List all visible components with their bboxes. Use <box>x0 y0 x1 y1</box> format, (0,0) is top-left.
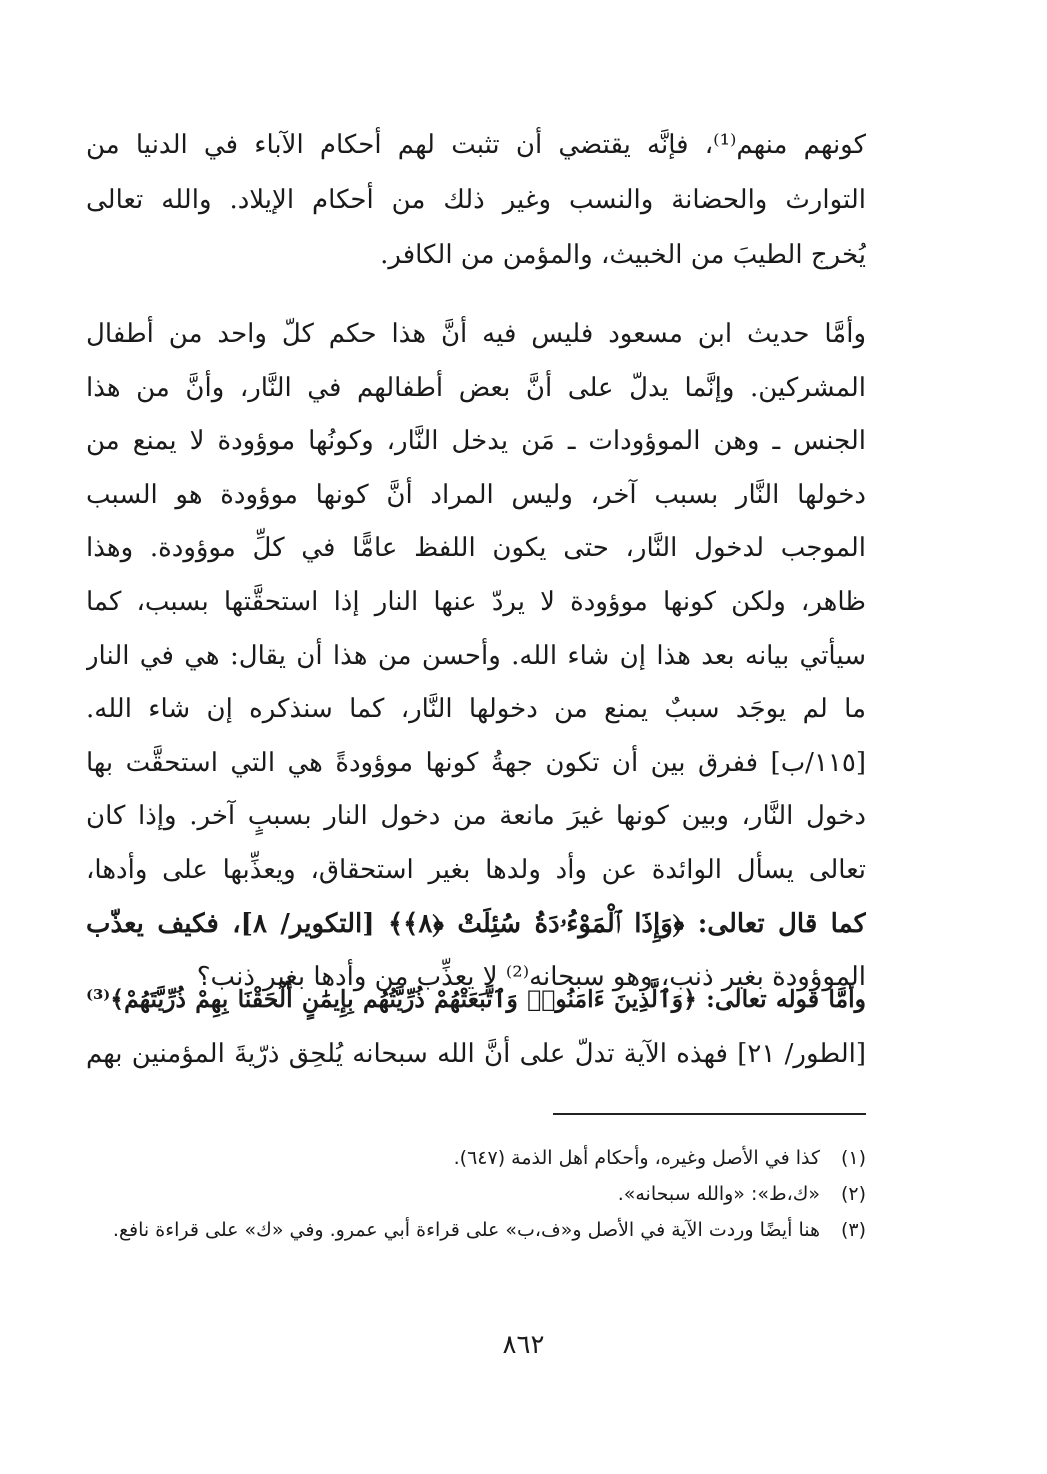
text-line: الموجب لدخول النَّار، حتى يكون اللفظ عامًّا في كلِّ موؤودة. وهذا <box>86 533 866 564</box>
text-line: دخول النَّار، وبين كونها غيرَ مانعة من دخول النار بسببٍ آخر. وإذا كان <box>86 801 866 832</box>
quran-verse-line: كما قال تعالى: ﴿وَإِذَا ٱلْمَوْءُۥدَةُ سُئِلَتْ ﴿٨﴾﴾ [التكوير/ ٨]، فكيف يعذّب <box>86 908 866 939</box>
text-line: سيأتي بيانه بعد هذا إن شاء الله. وأحسن من هذا أن يقال: هي في النار <box>86 640 866 671</box>
text-line: الجنس ـ وهن الموؤودات ـ مَن يدخل النَّار، وكونُها موؤودة لا يمنع من <box>86 426 866 457</box>
footnote-separator <box>553 1113 866 1115</box>
text-line: تعالى يسأل الوائدة عن وأد ولدها بغير استحقاق، ويعذِّبها على وأدها، <box>86 854 866 885</box>
footnote-3 <box>86 1212 866 1248</box>
footnote-text: كذا في الأصل وغيره، وأحكام أهل الذمة (٦٤٧). <box>453 1147 820 1169</box>
paragraph-3 <box>86 972 866 1082</box>
footnote-number: (٢) <box>840 1183 866 1205</box>
text-line: كونهم منهم⁽¹⁾، فإنَّه يقتضي أن تثبت لهم أحكام الآباء في الدنيا من <box>86 130 866 160</box>
text-line: المشركين. وإنَّما يدلّ على أنَّ بعض أطفالهم في النَّار، وأنَّ من هذا <box>86 372 866 403</box>
text-line: دخولها النَّار بسبب آخر، وليس المراد أنَّ كونها موؤودة هو السبب <box>86 479 866 510</box>
text-line: يُخرج الطيبَ من الخبيث، والمؤمن من الكافر. <box>380 240 866 270</box>
footnote-text: هنا أيضًا وردت الآية في الأصل و«ف،ب» على قراءة أبي عمرو. وفي «ك» على قراءة نافع. <box>112 1219 820 1241</box>
page-number: ٨٦٢ <box>502 1330 545 1360</box>
text-line: [الطور/ ٢١] فهذه الآية تدلّ على أنَّ الله سبحانه يُلحِق ذرّيةَ المؤمنين بهم <box>86 1039 866 1069</box>
text-line: التوارث والحضانة والنسب وغير ذلك من أحكام الإيلاد. والله تعالى <box>86 185 866 215</box>
footnote-2 <box>86 1176 866 1212</box>
footnote-1 <box>86 1140 866 1176</box>
text-line: [١١٥/ب] ففرق بين أن تكون جهةُ كونها موؤودةً هي التي استحقَّت بها <box>86 747 866 778</box>
footnote-number: (٣) <box>840 1219 866 1241</box>
text-line: وأمَّا حديث ابن مسعود فليس فيه أنَّ هذا حكم كلّ واحد من أطفال <box>86 319 866 349</box>
paragraph-1 <box>86 118 866 283</box>
quran-verse-line: وأمَّا قوله تعالى: ﴿وَٱلَّذِينَ ءَامَنُوا۟ وَٱتَّبَعَتْهُمْ ذُرِّيَّتُهُم بِإِيمَٰنٍ أَلْحَقْنَا بِهِمْ ذُرِّيَّتَهُمْ﴾⁽³⁾ <box>86 985 866 1013</box>
text-line: ما لم يوجَد سببٌ يمنع من دخولها النَّار، كما سنذكره إن شاء الله. <box>86 694 866 725</box>
text-line: ظاهر، ولكن كونها موؤودة لا يردّ عنها النار إذا استحقَّتها بسبب، كما <box>86 586 866 617</box>
text-line: الموؤودة بغير ذنب، وهو سبحانه⁽²⁾ لا يعذِّب من وأدها بغير ذنب؟ <box>196 962 866 993</box>
footnote-number: (١) <box>840 1147 866 1169</box>
footnotes <box>86 1140 866 1248</box>
footnote-text: «ك،ط»: «والله سبحانه». <box>617 1183 820 1205</box>
paragraph-2 <box>86 308 866 1005</box>
